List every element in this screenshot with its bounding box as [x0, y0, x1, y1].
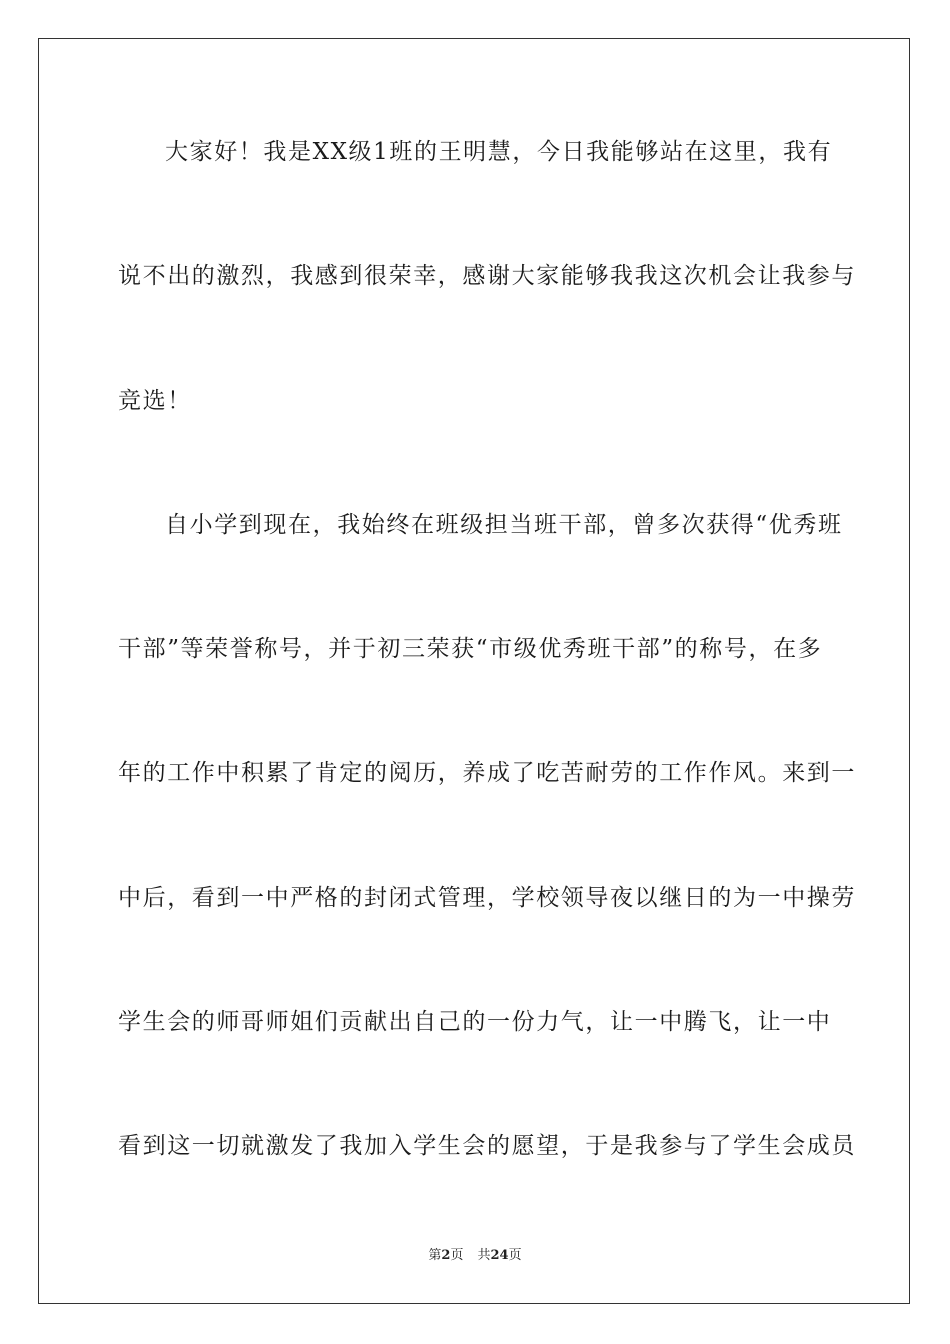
- page-border: [38, 38, 910, 1304]
- paragraph-1-line-2: 说不出的激烈，我感到很荣幸，感谢大家能够我我这次机会让我参与: [118, 263, 856, 289]
- paragraph-2-line-5: 学生会的师哥师姐们贡献出自己的一份力气，让一中腾飞，让一中: [118, 1009, 832, 1035]
- page-footer: [0, 1248, 950, 1264]
- page-prefix: 第: [428, 1248, 442, 1263]
- total-prefix: 共: [477, 1248, 491, 1263]
- paragraph-2-line-6: 看到这一切就激发了我加入学生会的愿望，于是我参与了学生会成员: [118, 1133, 856, 1159]
- paragraph-2-line-4: 中后，看到一中严格的封闭式管理，学校领导夜以继日的为一中操劳: [118, 885, 856, 911]
- total-pages: 24: [490, 1248, 509, 1263]
- total-suffix: 页: [508, 1248, 522, 1263]
- paragraph-1-line-1: 大家好！我是XX级1班的王明慧，今日我能够站在这里，我有: [165, 139, 833, 165]
- paragraph-2-line-1: 自小学到现在，我始终在班级担当班干部，曾多次获得“优秀班: [165, 512, 843, 538]
- paragraph-1-line-3: 竞选！: [118, 388, 192, 414]
- page-number: 2: [441, 1248, 451, 1263]
- paragraph-2-line-3: 年的工作中积累了肯定的阅历，养成了吃苦耐劳的工作作风。来到一: [118, 760, 856, 786]
- page-suffix: 页: [450, 1248, 464, 1263]
- paragraph-2-line-2: 干部”等荣誉称号，并于初三荣获“市级优秀班干部”的称号，在多: [118, 636, 823, 662]
